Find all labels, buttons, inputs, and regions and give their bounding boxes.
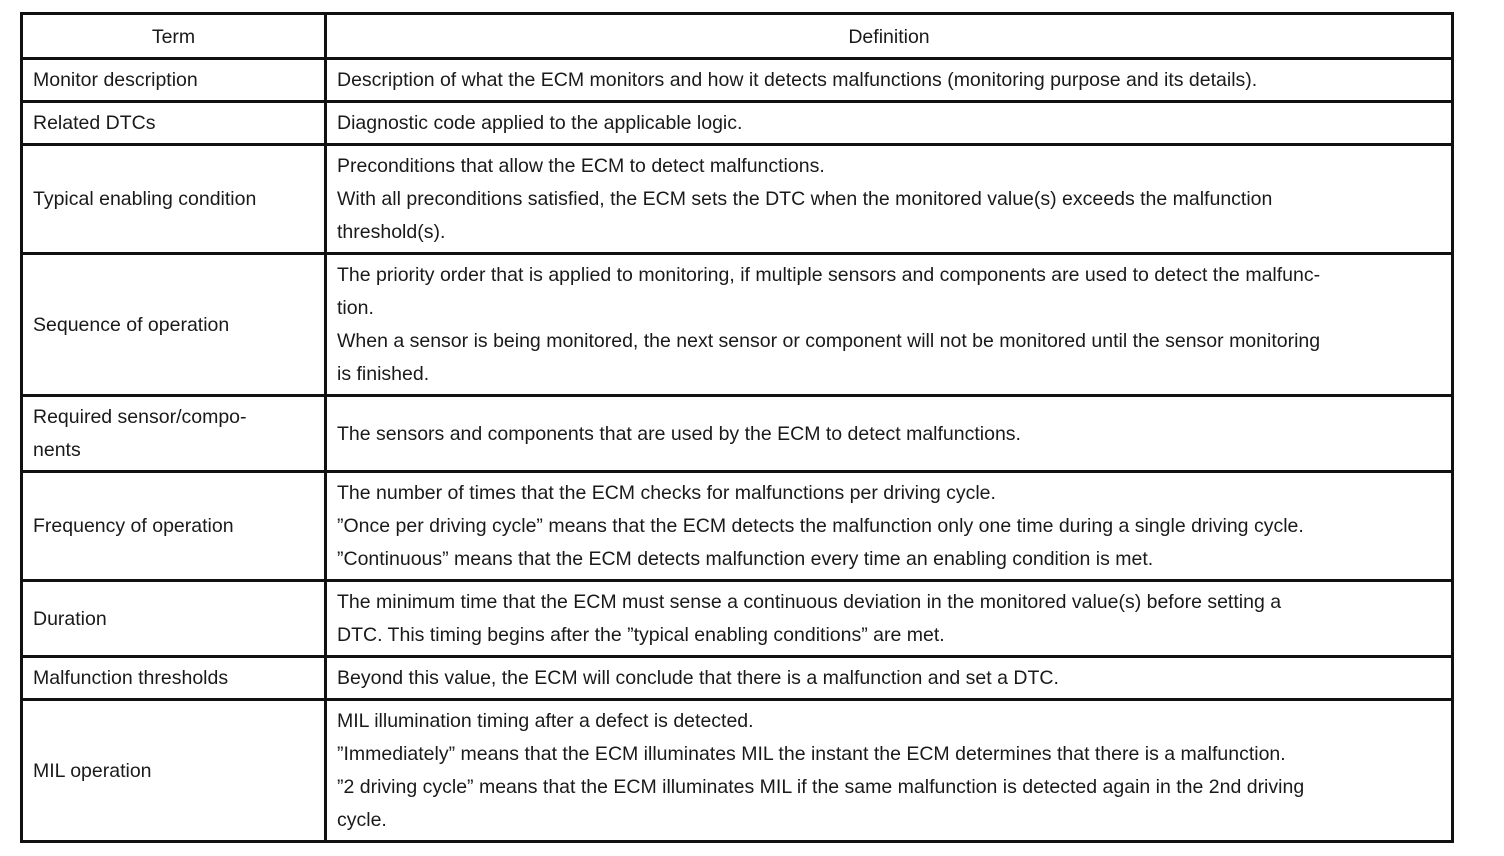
definition-text-line: When a sensor is being monitored, the next sensor or component will not be monitored until the sensor monitoring <box>337 330 1321 352</box>
definition-cell <box>326 657 1453 700</box>
term-text-line: MIL operation <box>33 759 152 782</box>
term-text-line: Malfunction thresholds <box>33 667 229 689</box>
definition-text-line: is finished. <box>337 363 430 385</box>
table-row <box>22 472 1453 581</box>
definition-text-line: cycle. <box>337 809 387 831</box>
term-column-header: Term <box>22 14 326 59</box>
term-text-line: Sequence of operation <box>33 313 230 336</box>
definition-cell <box>326 472 1453 581</box>
definition-text-line: The priority order that is applied to monitoring, if multiple sensors and components are used to detect the malfunc- <box>337 264 1321 286</box>
term-text-line: Typical enabling condition <box>33 188 257 210</box>
definition-cell <box>326 700 1453 842</box>
term-cell <box>22 102 326 145</box>
table-row <box>22 396 1453 472</box>
table-row <box>22 581 1453 657</box>
term-text-line: Related DTCs <box>33 112 156 134</box>
term-cell <box>22 145 326 254</box>
table-row <box>22 700 1453 842</box>
definition-text-line: Description of what the ECM monitors and how it detects malfunctions (monitoring purpose and its details). <box>337 69 1258 91</box>
table-row <box>22 59 1453 102</box>
table-row <box>22 145 1453 254</box>
definition-column-header: Definition <box>326 14 1453 59</box>
definition-text-line: Diagnostic code applied to the applicable logic. <box>337 112 743 134</box>
definition-text-line: The number of times that the ECM checks for malfunctions per driving cycle. <box>337 482 996 504</box>
term-cell <box>22 59 326 102</box>
definition-cell <box>326 102 1453 145</box>
term-cell <box>22 472 326 581</box>
table-body <box>22 59 1453 842</box>
definition-cell <box>326 254 1453 396</box>
definition-text-line: Beyond this value, the ECM will conclude that there is a malfunction and set a DTC. <box>337 667 1059 689</box>
definition-text-line: The minimum time that the ECM must sense a continuous deviation in the monitored value(s) before setting a <box>337 591 1282 613</box>
term-text-line: Frequency of operation <box>33 515 234 537</box>
definition-text-line: threshold(s). <box>337 221 446 243</box>
definition-cell <box>326 396 1453 472</box>
table-row <box>22 657 1453 700</box>
header-row <box>22 14 1453 59</box>
table-row <box>22 102 1453 145</box>
definition-cell <box>326 145 1453 254</box>
definition-text-line: ”Once per driving cycle” means that the ECM detects the malfunction only one time during a single driving cycle. <box>337 515 1304 537</box>
definition-text-line: With all preconditions satisfied, the ECM sets the DTC when the monitored value(s) exceeds the malfunction <box>337 188 1273 210</box>
term-text-line: Required sensor/compo- <box>33 406 247 428</box>
term-text-line: nents <box>33 439 81 461</box>
term-cell <box>22 396 326 472</box>
definition-text-line: tion. <box>337 297 374 319</box>
table-row <box>22 254 1453 396</box>
definition-text-line: ”2 driving cycle” means that the ECM illuminates MIL if the same malfunction is detected again in the 2nd driving <box>337 776 1305 798</box>
term-cell <box>22 700 326 842</box>
definition-cell <box>326 581 1453 657</box>
definition-text-line: Preconditions that allow the ECM to detect malfunctions. <box>337 155 825 177</box>
definition-text-line: ”Continuous” means that the ECM detects malfunction every time an enabling condition is met. <box>337 548 1154 570</box>
definition-text-line: The sensors and components that are used by the ECM to detect malfunctions. <box>337 422 1021 445</box>
definitions-table <box>20 12 1454 843</box>
term-text-line: Duration <box>33 607 107 630</box>
term-cell <box>22 254 326 396</box>
term-cell <box>22 657 326 700</box>
definition-text-line: MIL illumination timing after a defect is detected. <box>337 710 754 732</box>
term-cell <box>22 581 326 657</box>
definition-text-line: ”Immediately” means that the ECM illuminates MIL the instant the ECM determines that there is a malfunction. <box>337 743 1286 765</box>
term-text-line: Monitor description <box>33 69 198 91</box>
definition-cell <box>326 59 1453 102</box>
definition-text-line: DTC. This timing begins after the ”typical enabling conditions” are met. <box>337 624 945 646</box>
